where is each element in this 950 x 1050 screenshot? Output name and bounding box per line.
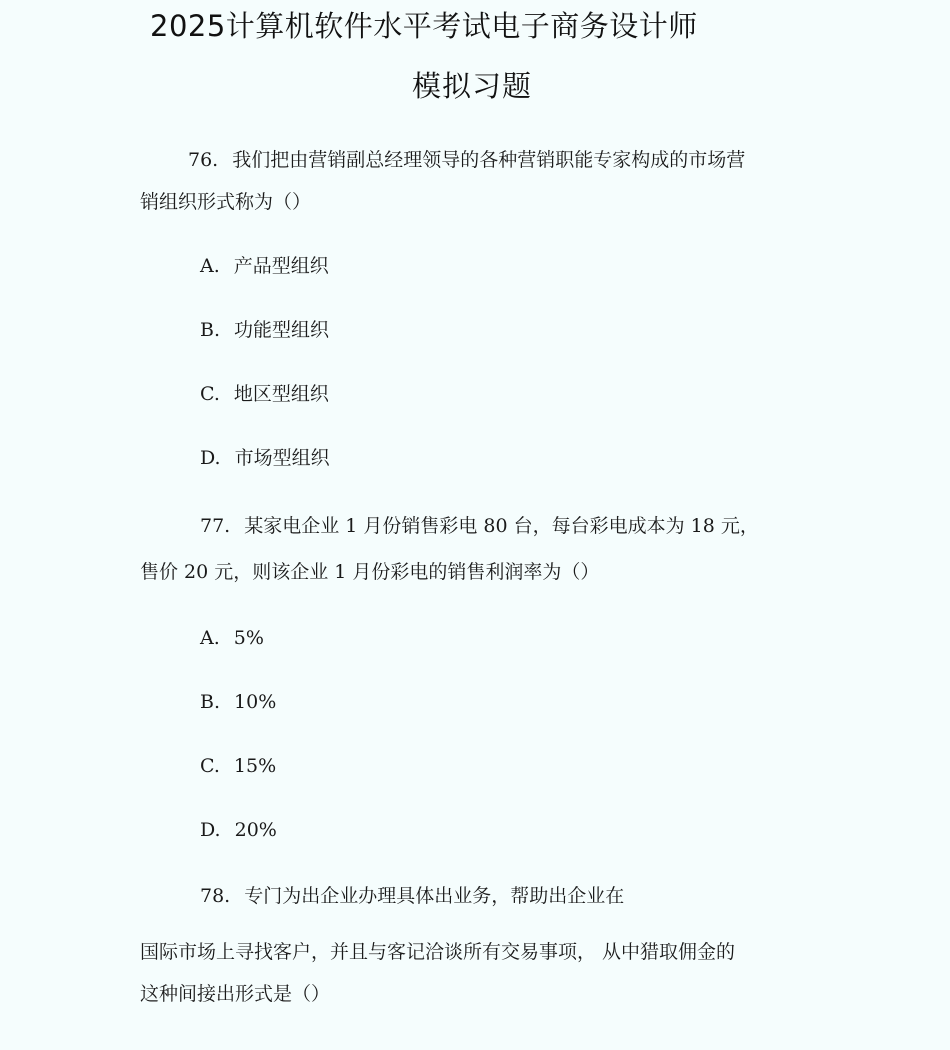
- option-text: 5%: [233, 627, 264, 649]
- question-number: 77.: [200, 515, 231, 537]
- question-76-option-c: [200, 382, 329, 406]
- option-text: 功能型组织: [234, 319, 330, 341]
- question-77-stem-line2: 售价 20 元，则该企业 1 月份彩电的销售利润率为（）: [140, 561, 600, 583]
- option-text: 20%: [234, 819, 277, 841]
- option-text: 市场型组织: [234, 447, 330, 469]
- question-76-option-a: [200, 254, 329, 278]
- option-letter: C.: [200, 755, 220, 777]
- page-subtitle: 模拟习题: [412, 69, 533, 103]
- question-number: 78.: [200, 885, 231, 907]
- question-77-option-d: [200, 818, 277, 842]
- question-78-stem-line3: 这种间接出形式是（）: [140, 983, 331, 1005]
- option-text: 产品型组织: [233, 255, 329, 277]
- option-text: 地区型组织: [233, 383, 329, 405]
- option-text: 15%: [233, 755, 277, 777]
- question-76-stem-line1: [188, 148, 745, 172]
- question-78-stem-line1: [200, 884, 624, 908]
- question-77-stem-line1: [200, 514, 759, 538]
- question-number: 76.: [188, 149, 219, 171]
- option-letter: D.: [200, 819, 221, 841]
- question-77-option-b: [200, 690, 276, 714]
- option-letter: A.: [200, 627, 220, 649]
- question-76-option-d: [200, 446, 330, 470]
- question-text: 某家电企业 1 月份销售彩电 80 台，每台彩电成本为 18 元，: [244, 515, 759, 537]
- question-78-stem-line2: 国际市场上寻找客户，并且与客记洽谈所有交易事项， 从中猎取佣金的: [140, 941, 736, 963]
- option-letter: A.: [200, 255, 220, 277]
- question-text: 我们把由营销副总经理领导的各种营销职能专家构成的市场营: [232, 149, 746, 171]
- option-letter: D.: [200, 447, 221, 469]
- question-text: 专门为出企业办理具体出业务，帮助出企业在: [244, 885, 625, 907]
- question-76-stem-line2: 销组织形式称为（）: [140, 191, 312, 213]
- option-letter: B.: [200, 691, 221, 713]
- option-letter: B.: [200, 319, 221, 341]
- option-letter: C.: [200, 383, 220, 405]
- page-title: 2025计算机软件水平考试电子商务设计师: [150, 9, 698, 43]
- question-77-option-a: [200, 626, 264, 650]
- option-text: 10%: [234, 691, 277, 713]
- question-77-option-c: [200, 754, 276, 778]
- question-76-option-b: [200, 318, 329, 342]
